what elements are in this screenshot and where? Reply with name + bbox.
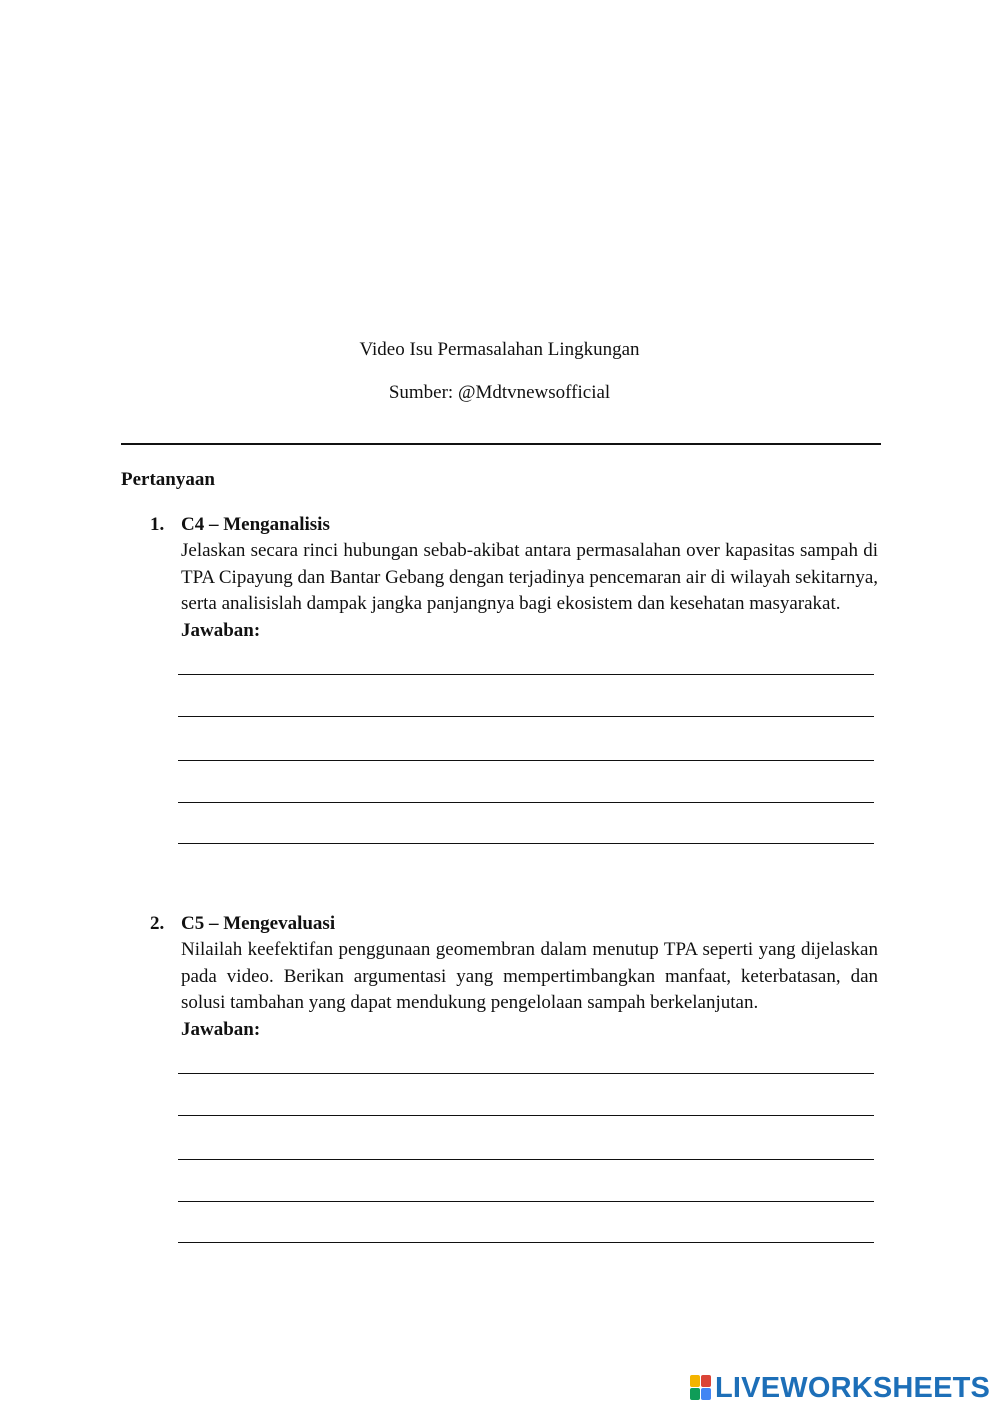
answer-line[interactable] [178,1115,874,1116]
question-2-number: 2. [150,913,165,934]
question-2-answer-label: Jawaban: [181,1018,261,1040]
liveworksheets-logo-text: LIVEWORKSHEETS [715,1372,991,1404]
video-title: Video Isu Permasalahan Lingkungan [359,339,640,360]
answer-line[interactable] [178,843,874,844]
question-2-answer-area[interactable] [178,1043,874,1233]
header-divider [121,443,881,445]
question-1 [150,512,878,834]
question-1-text: Jelaskan secara rinci hubungan sebab-akibat antara permasalahan over kapasitas sampah di TPA Cipayung dan Bantar Gebang dengan terjadinya pencemaran air di wilayah sekitarnya, serta analisislah dampak jangka panjangnya bagi ekosistem dan kesehatan masyarakat. [181,540,878,614]
video-source: Sumber: @Mdtvnewsofficial [388,382,611,403]
liveworksheets-logo[interactable] [690,1371,990,1405]
answer-line[interactable] [178,674,874,675]
question-2-header [150,911,878,937]
question-2-text: Nilailah keefektifan penggunaan geomembran dalam menutup TPA seperti yang dijelaskan pada video. Berikan argumentasi yang mempertimbangkan manfaat, keterbatasan, dan solusi tambahan yang dapat mendukung pengelolaan sampah berkelanjutan. [181,939,878,1013]
section-heading: Pertanyaan [121,469,215,490]
answer-line[interactable] [178,716,874,717]
question-1-title: C4 – Menganalisis [181,514,330,535]
question-1-number: 1. [150,514,165,535]
answer-line[interactable] [178,760,874,761]
liveworksheets-logo-icon [690,1375,712,1401]
question-2-title: C5 – Mengevaluasi [181,913,336,934]
answer-line[interactable] [178,802,874,803]
question-1-header [150,512,878,538]
question-1-answer-area[interactable] [178,644,874,834]
question-1-answer-label: Jawaban: [181,619,261,641]
question-2 [150,911,878,1233]
answer-line[interactable] [178,1201,874,1202]
answer-line[interactable] [178,1159,874,1160]
answer-line[interactable] [178,1242,874,1243]
answer-line[interactable] [178,1073,874,1074]
